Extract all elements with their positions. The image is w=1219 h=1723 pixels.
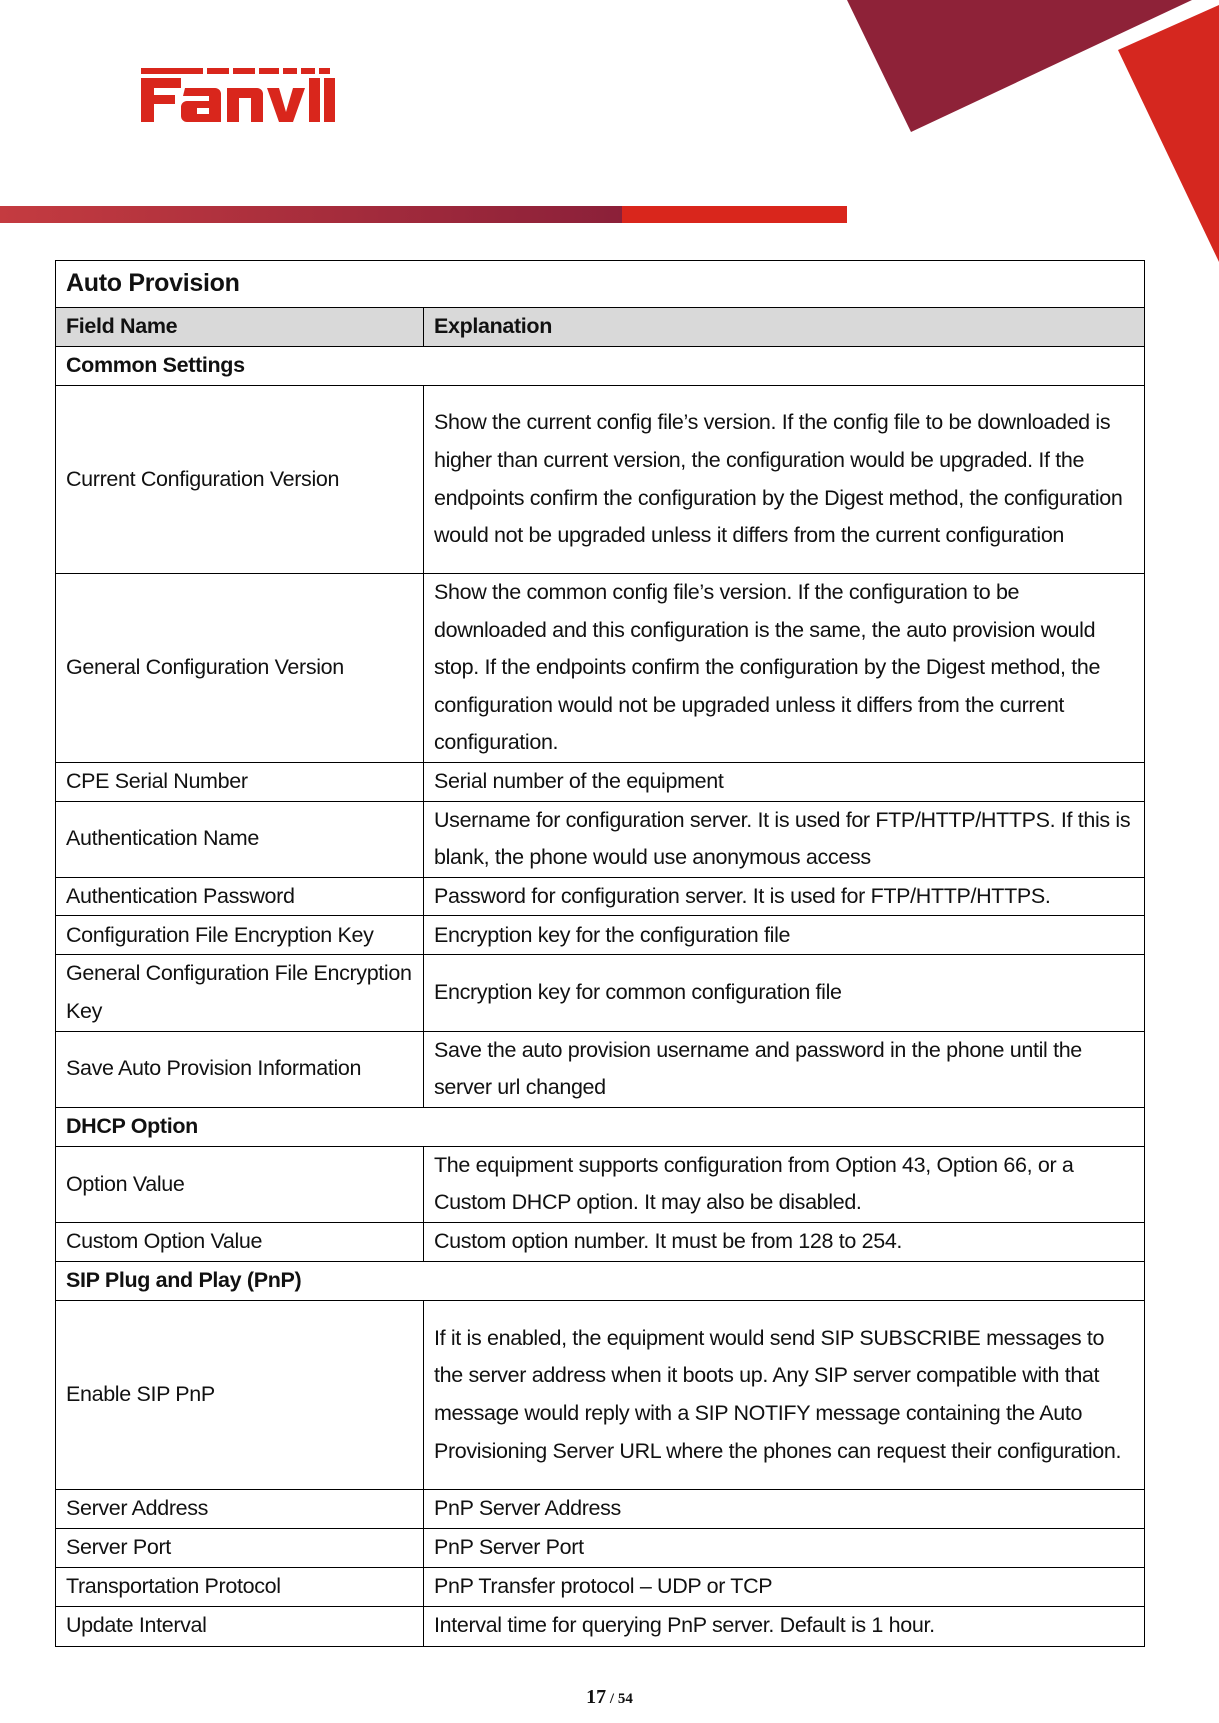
explanation-cell: Show the common config file’s version. If the configuration to be downloaded and this configuration is the same, the auto provision would stop. If the endpoints confirm the configuration by the Digest method, the configuration would not be upgraded unless it differs from the current configuration. xyxy=(424,574,1145,763)
explanation-cell: Serial number of the equipment xyxy=(424,763,1145,802)
explanation-cell: PnP Server Port xyxy=(424,1528,1145,1567)
header-decoration xyxy=(0,0,1219,270)
field-name-cell: Current Configuration Version xyxy=(56,386,424,574)
explanation-cell: The equipment supports configuration from Option 43, Option 66, or a Custom DHCP option. It may also be disabled. xyxy=(424,1146,1145,1222)
table-row xyxy=(56,1146,1145,1222)
field-name-cell: Configuration File Encryption Key xyxy=(56,916,424,955)
table-row xyxy=(56,1606,1145,1646)
explanation-cell: Encryption key for common configuration file xyxy=(424,955,1145,1031)
explanation-cell: Encryption key for the configuration file xyxy=(424,916,1145,955)
field-name-cell: Transportation Protocol xyxy=(56,1567,424,1606)
field-name-cell: Enable SIP PnP xyxy=(56,1300,424,1489)
section-title: DHCP Option xyxy=(56,1107,1145,1146)
explanation-cell: Username for configuration server. It is used for FTP/HTTP/HTTPS. If this is blank, the phone would use anonymous access xyxy=(424,801,1145,877)
page-total: / 54 xyxy=(606,1691,633,1707)
explanation-cell: PnP Server Address xyxy=(424,1489,1145,1528)
explanation-cell: Password for configuration server. It is used for FTP/HTTP/HTTPS. xyxy=(424,877,1145,916)
section-row-common-settings xyxy=(56,347,1145,386)
section-row-sip-pnp xyxy=(56,1261,1145,1300)
section-title: Common Settings xyxy=(56,347,1145,386)
table-row xyxy=(56,574,1145,763)
table-row xyxy=(56,1528,1145,1567)
auto-provision-table xyxy=(55,260,1145,1647)
explanation-cell: If it is enabled, the equipment would send SIP SUBSCRIBE messages to the server address when it boots up. Any SIP server compatible with that message would reply with a SIP NOTIFY message containing the Auto Provisioning Server URL where the phones can request their configuration. xyxy=(424,1300,1145,1489)
table-title: Auto Provision xyxy=(56,261,1145,308)
table-row xyxy=(56,916,1145,955)
table-row xyxy=(56,801,1145,877)
section-row-dhcp-option xyxy=(56,1107,1145,1146)
page-current: 17 xyxy=(586,1686,607,1708)
header-bar-red xyxy=(622,206,847,223)
section-title: SIP Plug and Play (PnP) xyxy=(56,1261,1145,1300)
field-name-cell: General Configuration Version xyxy=(56,574,424,763)
explanation-cell: Interval time for querying PnP server. Default is 1 hour. xyxy=(424,1606,1145,1646)
field-name-cell: Save Auto Provision Information xyxy=(56,1031,424,1107)
table-row xyxy=(56,763,1145,802)
table-row xyxy=(56,1031,1145,1107)
explanation-cell: PnP Transfer protocol – UDP or TCP xyxy=(424,1567,1145,1606)
explanation-cell: Show the current config file’s version. If the config file to be downloaded is higher than current version, the configuration would be upgraded. If the endpoints confirm the configuration by the Digest method, the configuration would not be upgraded unless it differs from the current configuration xyxy=(424,386,1145,574)
table-row xyxy=(56,955,1145,1031)
explanation-cell: Save the auto provision username and password in the phone until the server url changed xyxy=(424,1031,1145,1107)
table-header-row xyxy=(56,308,1145,347)
header-bar-gradient xyxy=(0,206,622,223)
field-name-cell: Custom Option Value xyxy=(56,1222,424,1261)
field-name-cell: General Configuration File Encryption Key xyxy=(56,955,424,1031)
table-row xyxy=(56,1489,1145,1528)
fanvil-logo xyxy=(141,68,341,126)
table-row xyxy=(56,1300,1145,1489)
page-number xyxy=(0,1686,1219,1709)
field-name-cell: Update Interval xyxy=(56,1606,424,1646)
table-row xyxy=(56,1222,1145,1261)
field-name-cell: Server Port xyxy=(56,1528,424,1567)
red-triangle-shape xyxy=(1118,5,1219,262)
column-header-explanation: Explanation xyxy=(424,308,1145,347)
field-name-cell: Option Value xyxy=(56,1146,424,1222)
table-title-row xyxy=(56,261,1145,308)
explanation-cell: Custom option number. It must be from 128 to 254. xyxy=(424,1222,1145,1261)
column-header-field-name: Field Name xyxy=(56,308,424,347)
field-name-cell: CPE Serial Number xyxy=(56,763,424,802)
field-name-cell: Authentication Name xyxy=(56,801,424,877)
table-row xyxy=(56,386,1145,574)
table-row xyxy=(56,1567,1145,1606)
table-row xyxy=(56,877,1145,916)
field-name-cell: Authentication Password xyxy=(56,877,424,916)
field-name-cell: Server Address xyxy=(56,1489,424,1528)
